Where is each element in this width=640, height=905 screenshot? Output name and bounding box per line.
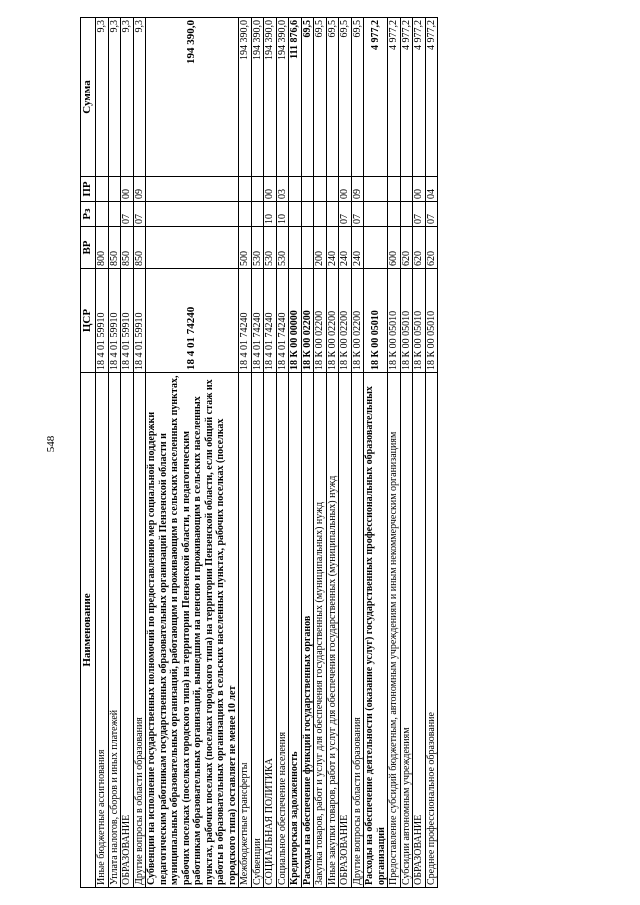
cell-name: ОБРАЗОВАНИЕ [413,373,426,888]
table-row [133,18,146,888]
table-row [251,18,264,888]
cell-name: Расходы на обеспечение функций государственных органов [301,373,314,888]
cell-vr: 800 [96,227,109,269]
cell-pr [364,177,388,202]
cell-sum: 69,5 [301,18,314,177]
cell-rz [146,202,239,227]
cell-csr: 18 К 00 02200 [314,269,327,373]
cell-name: Социальное обеспечение населения [276,373,289,888]
table-row [96,18,109,888]
cell-name: Субсидии автономным учреждениям [400,373,413,888]
cell-pr: 04 [425,177,438,202]
cell-pr [146,177,239,202]
cell-csr: 18 К 00 02200 [339,269,352,373]
cell-sum: 194 390,0 [276,18,289,177]
cell-vr: 240 [326,227,339,269]
cell-rz: 07 [425,202,438,227]
cell-rz [400,202,413,227]
cell-vr: 530 [264,227,277,269]
cell-pr [301,177,314,202]
header-name: Наименование [81,373,96,888]
table-row [239,18,252,888]
cell-vr: 530 [276,227,289,269]
cell-name: Расходы на обеспечение деятельности (оказание услуг) государственных профессиональных образовательных организаций [364,373,388,888]
cell-rz: 07 [339,202,352,227]
cell-pr: 00 [264,177,277,202]
cell-vr: 620 [400,227,413,269]
cell-vr: 600 [388,227,401,269]
cell-sum: 9,3 [133,18,146,177]
cell-rz: 07 [351,202,364,227]
cell-rz: 10 [264,202,277,227]
cell-pr [96,177,109,202]
cell-rz: 10 [276,202,289,227]
cell-pr: 00 [413,177,426,202]
cell-rz: 07 [121,202,134,227]
cell-rz [326,202,339,227]
cell-pr [251,177,264,202]
cell-vr: 530 [251,227,264,269]
table-row [121,18,134,888]
table-row [326,18,339,888]
cell-csr: 18 К 00 00000 [289,269,302,373]
cell-sum: 194 390,0 [264,18,277,177]
cell-name: Другие вопросы в области образования [133,373,146,888]
cell-name: Кредиторская задолженность [289,373,302,888]
cell-csr: 18 К 00 05010 [388,269,401,373]
cell-sum: 194 390,0 [239,18,252,177]
cell-rz: 07 [413,202,426,227]
page-number: 548 [45,435,57,453]
cell-name: СОЦИАЛЬНАЯ ПОЛИТИКА [264,373,277,888]
cell-rz [364,202,388,227]
table-row [264,18,277,888]
cell-csr: 18 К 00 05010 [413,269,426,373]
cell-sum: 4 977,2 [400,18,413,177]
cell-pr: 00 [121,177,134,202]
cell-name: Уплата налогов, сборов и иных платежей [108,373,121,888]
cell-pr: 03 [276,177,289,202]
table-row [413,18,426,888]
cell-csr: 18 4 01 74240 [146,269,239,373]
cell-rz [301,202,314,227]
cell-csr: 18 К 00 05010 [425,269,438,373]
cell-name: Другие вопросы в области образования [351,373,364,888]
cell-name: Межбюджетные трансферты [239,373,252,888]
table-row [425,18,438,888]
cell-rz [314,202,327,227]
table-row [388,18,401,888]
cell-sum: 194 390,0 [146,18,239,177]
cell-sum: 9,3 [108,18,121,177]
cell-vr [289,227,302,269]
cell-csr: 18 4 01 59910 [96,269,109,373]
cell-vr: 240 [339,227,352,269]
rotated-page [80,18,580,888]
cell-pr: 00 [339,177,352,202]
cell-name: Иные закупки товаров, работ и услуг для обеспечения государственных (муниципальных) нужд [326,373,339,888]
cell-sum: 4 977,2 [413,18,426,177]
table-row [108,18,121,888]
cell-sum: 69,5 [339,18,352,177]
cell-csr: 18 4 01 59910 [133,269,146,373]
cell-name: Закупка товаров, работ и услуг для обеспечения государственных (муниципальных) нужд [314,373,327,888]
table-row [301,18,314,888]
cell-vr: 200 [314,227,327,269]
cell-sum: 69,5 [314,18,327,177]
cell-pr [400,177,413,202]
cell-sum: 4 977,2 [388,18,401,177]
table-row [339,18,352,888]
cell-csr: 18 К 00 05010 [364,269,388,373]
cell-pr [289,177,302,202]
cell-rz [96,202,109,227]
cell-vr: 620 [413,227,426,269]
cell-pr: 09 [351,177,364,202]
table-row [364,18,388,888]
cell-csr: 18 4 01 59910 [121,269,134,373]
cell-sum: 4 977,2 [425,18,438,177]
cell-csr: 18 4 01 74240 [239,269,252,373]
cell-csr: 18 К 00 02200 [301,269,314,373]
cell-vr [364,227,388,269]
cell-name: Иные бюджетные ассигнования [96,373,109,888]
cell-pr [108,177,121,202]
cell-pr [326,177,339,202]
table-row [351,18,364,888]
table-row [289,18,302,888]
cell-sum: 4 977,2 [364,18,388,177]
cell-name: Среднее профессиональное образование [425,373,438,888]
table-row [314,18,327,888]
cell-vr [301,227,314,269]
cell-sum: 69,5 [326,18,339,177]
cell-name: ОБРАЗОВАНИЕ [121,373,134,888]
cell-sum: 194 390,0 [251,18,264,177]
cell-vr: 850 [108,227,121,269]
header-rz: Рз [81,202,96,227]
header-sum: Сумма [81,18,96,177]
cell-csr: 18 4 01 74240 [276,269,289,373]
cell-pr: 09 [133,177,146,202]
cell-name: Предоставление субсидий бюджетным, автономным учреждениям и иным некоммерческим организациям [388,373,401,888]
cell-csr: 18 4 01 59910 [108,269,121,373]
cell-vr: 850 [133,227,146,269]
cell-pr [314,177,327,202]
cell-csr: 18 К 00 02200 [351,269,364,373]
table-row [276,18,289,888]
cell-vr: 500 [239,227,252,269]
cell-vr: 620 [425,227,438,269]
cell-csr: 18 4 01 74240 [251,269,264,373]
cell-sum: 111 876,6 [289,18,302,177]
cell-rz [239,202,252,227]
cell-rz [289,202,302,227]
table-header-row [81,18,96,888]
cell-rz [388,202,401,227]
table-row [146,18,239,888]
cell-vr [146,227,239,269]
cell-pr [239,177,252,202]
budget-table [80,17,438,888]
cell-vr: 850 [121,227,134,269]
cell-rz [251,202,264,227]
cell-sum: 69,5 [351,18,364,177]
cell-name: Субвенции [251,373,264,888]
cell-name: Субвенции на исполнение государственных полномочий по предоставлению мер социальной поддержки педагогическим работникам государственных образовательных организаций Пензенской области и муниципальных образовательных организаций, работающим и проживающим в сельских населенных пунктах, рабочих поселках (поселках городского типа) на территории Пензенской области, и педагогическим работникам образовательных организаций, вышедшим на пенсию и проживающим в сельских населенных пунктах, рабочих поселках (поселках городского типа) на территории Пензенской области, если общий стаж их работы в образовательных организациях в сельских населенных пунктах, рабочих поселках (поселках городского типа) составляет не менее 10 лет [146,373,239,888]
header-pr: ПР [81,177,96,202]
table-row [400,18,413,888]
cell-sum: 9,3 [96,18,109,177]
header-vr: ВР [81,227,96,269]
header-csr: ЦСР [81,269,96,373]
cell-sum: 9,3 [121,18,134,177]
cell-pr [388,177,401,202]
cell-rz [108,202,121,227]
cell-rz: 07 [133,202,146,227]
cell-name: ОБРАЗОВАНИЕ [339,373,352,888]
cell-csr: 18 К 00 05010 [400,269,413,373]
cell-csr: 18 4 01 74240 [264,269,277,373]
cell-vr: 240 [351,227,364,269]
cell-csr: 18 К 00 02200 [326,269,339,373]
